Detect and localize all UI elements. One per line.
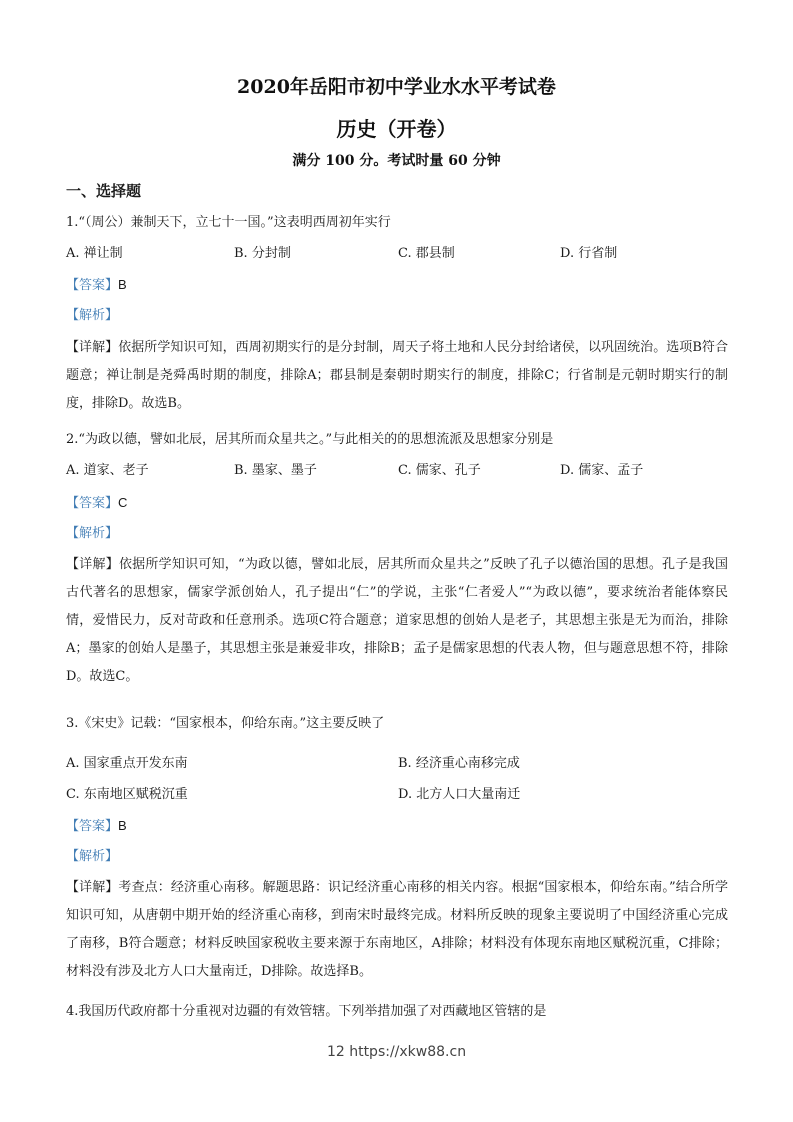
question-1-option-b: B. 分封制 bbox=[234, 246, 291, 261]
question-3-answer bbox=[66, 817, 127, 836]
question-3-analysis bbox=[66, 848, 118, 866]
question-2-option-c: C. 儒家、孔子 bbox=[398, 463, 481, 478]
question-3-option-d: D. 北方人口大量南迁 bbox=[398, 787, 521, 802]
exam-title: 2020年岳阳市初中学业水水平考试卷 bbox=[237, 76, 556, 98]
question-2-answer bbox=[66, 494, 127, 513]
page-footer: 12 https://xkw88.cn bbox=[326, 1044, 467, 1060]
answer-value: B bbox=[118, 277, 127, 292]
analysis-label: 【解析】 bbox=[66, 526, 119, 541]
answer-label: 【答案】 bbox=[66, 496, 119, 511]
detail-text: 考查点：经济重心南移。解题思路：识记经济重心南移的相关内容。根据“国家根本，仰给东南。”结合所学知识可知，从唐朝中期开始的经济重心南移，到南宋时最终完成。材料所反映的现象主要说明了中国经济重心完成了南移，B符合题意；材料反映国家税收主要来源于东南地区，A排除；材料没有体现东南地区赋税沉重，C排除；材料没有涉及北方人口大量南迁，D排除。故选择B。 bbox=[66, 880, 728, 979]
exam-info: 满分 100 分。考试时量 60 分钟 bbox=[292, 153, 501, 169]
detail-text: 依据所学知识可知，“为政以德，譬如北辰，居其所而众星共之”反映了孔子以德治国的思想。孔子是我国古代著名的思想家，儒家学派创始人，孔子提出“仁”的学说，主张“仁者爱人”“为政以德”，要求统治者能体察民情，爱惜民力，反对苛政和任意刑杀。选项C符合题意；道家思想的创始人是老子，其思想主张是无为而治，排除A；墨家的创始人是墨子，其思想主张是兼爱非攻，排除B；孟子是儒家思想的代表人物，但与题意思想不符，排除D。故选C。 bbox=[66, 557, 728, 684]
question-2-analysis bbox=[66, 525, 118, 543]
detail-text: 依据所学知识可知，西周初期实行的是分封制，周天子将土地和人民分封给诸侯，以巩固统治。选项B符合题意；禅让制是尧舜禹时期的制度，排除A；郡县制是秦朝时期实行的制度，排除C；行省制是元朝时期实行的制度，排除D。故选B。 bbox=[66, 340, 728, 411]
question-1-option-d: D. 行省制 bbox=[560, 246, 618, 261]
question-2-option-a: A. 道家、老子 bbox=[66, 463, 149, 478]
question-2-stem: 2.“为政以德，譬如北辰，居其所而众星共之。”与此相关的的思想流派及思想家分别是 bbox=[66, 432, 554, 447]
question-3-stem: 3.《宋史》记载：“国家根本，仰给东南。”这主要反映了 bbox=[66, 716, 385, 731]
detail-label: 【详解】 bbox=[66, 880, 119, 895]
question-3-option-c: C. 东南地区赋税沉重 bbox=[66, 787, 188, 802]
analysis-label: 【解析】 bbox=[66, 849, 119, 864]
answer-value: C bbox=[118, 495, 128, 510]
question-1-option-a: A. 禅让制 bbox=[66, 246, 123, 261]
question-2-option-b: B. 墨家、墨子 bbox=[234, 463, 317, 478]
question-3-option-b: B. 经济重心南移完成 bbox=[398, 756, 520, 771]
answer-value: B bbox=[118, 818, 127, 833]
question-1-detail bbox=[66, 334, 728, 418]
exam-subtitle: 历史（开卷） bbox=[336, 117, 457, 141]
question-1-option-c: C. 郡县制 bbox=[398, 246, 455, 261]
question-2-detail bbox=[66, 551, 728, 691]
answer-label: 【答案】 bbox=[66, 278, 119, 293]
question-1-answer bbox=[66, 276, 127, 295]
detail-label: 【详解】 bbox=[66, 557, 119, 572]
analysis-label: 【解析】 bbox=[66, 308, 119, 323]
question-3-detail bbox=[66, 874, 728, 986]
detail-label: 【详解】 bbox=[66, 340, 119, 355]
question-2-option-d: D. 儒家、孟子 bbox=[560, 463, 644, 478]
question-1-stem: 1.“（周公）兼制天下，立七十一国。”这表明西周初年实行 bbox=[66, 215, 391, 230]
section-title: 一、选择题 bbox=[66, 182, 142, 200]
answer-label: 【答案】 bbox=[66, 819, 119, 834]
question-4-stem: 4.我国历代政府都十分重视对边疆的有效管辖。下列举措加强了对西藏地区管辖的是 bbox=[66, 1004, 547, 1019]
question-1-analysis bbox=[66, 307, 118, 325]
question-3-option-a: A. 国家重点开发东南 bbox=[66, 756, 188, 771]
